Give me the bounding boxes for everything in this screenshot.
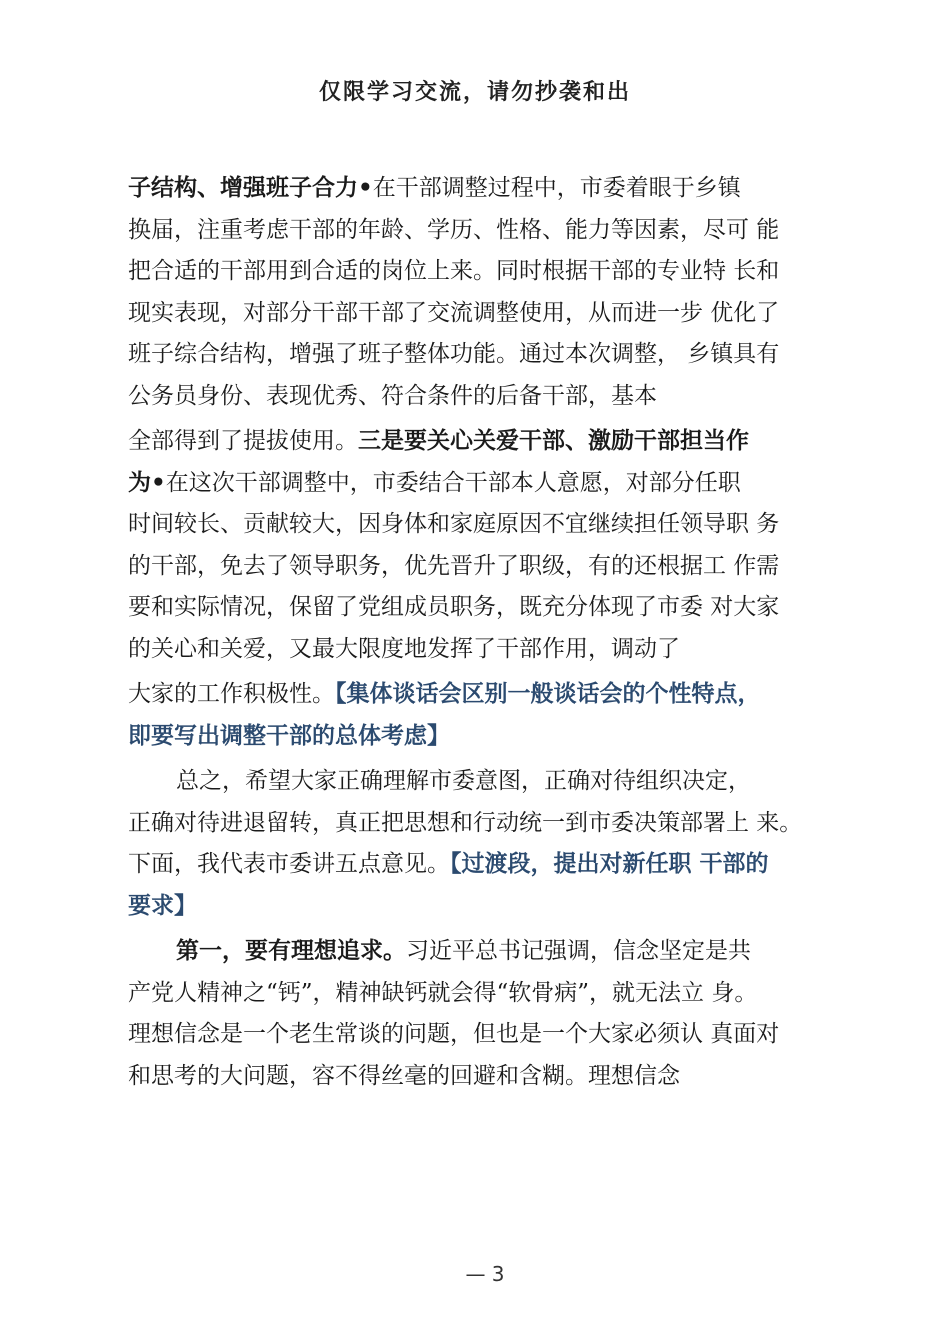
text-line: 现实表现，对部分干部干部了交流调整使用，从而进一步 优化了	[128, 299, 780, 326]
page-footer	[0, 1260, 950, 1286]
text-line	[128, 421, 848, 463]
text-line	[128, 844, 848, 886]
page-number: — 3	[465, 1262, 505, 1286]
text-line	[128, 168, 848, 210]
text-line	[128, 931, 848, 973]
text-line: 换届，注重考虑干部的年龄、学历、性格、能力等因素，尽可 能	[128, 216, 780, 243]
body-text: 下面，我代表市委讲五点意见。	[128, 851, 450, 877]
text-line: 班子综合结构，增强了班子整体功能。通过本次调整， 乡镇具有	[128, 341, 780, 367]
editor-note: 即要写出调整干部的总体考虑】	[128, 722, 450, 749]
text-line: 时间较长、贡献较大，因身体和家庭原因不宜继续担任领导职 务	[128, 511, 780, 537]
text-line	[128, 674, 848, 716]
text-line: 和思考的大问题，容不得丝毫的回避和含糊。理想信念	[128, 1062, 680, 1089]
text-line: 要和实际情况，保留了党组成员职务，既充分体现了市委 对大家	[128, 594, 780, 620]
editor-note: 【集体谈话会区别一般谈话会的个性特点，	[335, 681, 761, 707]
text-line	[128, 716, 848, 758]
editor-note: 要求】	[128, 892, 197, 919]
document-body	[128, 168, 848, 1097]
section-heading: 第一，要有理想追求。	[176, 938, 406, 964]
text-line: 正确对待进退留转，真正把思想和行动统一到市委决策部署上 来。	[128, 809, 803, 836]
body-text: 大家的工作积极性。	[128, 681, 335, 707]
text-line: 的干部，免去了领导职务，优先晋升了职级，有的还根据工 作需	[128, 552, 780, 579]
body-text: 全部得到了提拔使用。	[128, 428, 358, 454]
editor-note: 【过渡段，提出对新任职 干部的	[450, 851, 769, 877]
header-text: 仅限学习交流，请勿抄袭和出	[318, 80, 631, 105]
text-line	[128, 886, 848, 928]
body-text: 在这次干部调整中，市委结合干部本人意愿，对部分任职	[165, 469, 741, 496]
text-line: 产党人精神之“钙”，精神缺钙就会得“软骨病”，就无法立 身。	[128, 979, 758, 1006]
body-text: 习近平总书记强调，信念坚定是共	[406, 938, 751, 964]
text-line: 的关心和关爱，又最大限度地发挥了干部作用，调动了	[128, 635, 680, 662]
bold-heading: 为•	[128, 469, 166, 496]
watermark-header	[0, 76, 950, 105]
text-line: 公务员身份、表现优秀、符合条件的后备干部，基本	[128, 382, 657, 409]
bold-lead: 子结构、增强班子合力•	[128, 175, 373, 201]
text-line: 总之，希望大家正确理解市委意图，正确对待组织决定，	[176, 768, 751, 794]
text-line	[128, 463, 848, 505]
bold-heading: 三是要关心关爱干部、激励干部担当作	[358, 428, 749, 454]
body-text: 在干部调整过程中，市委着眼于乡镇	[372, 175, 741, 201]
text-line: 把合适的干部用到合适的岗位上来。同时根据干部的专业特 长和	[128, 258, 780, 284]
text-line: 理想信念是一个老生常谈的问题，但也是一个大家必须认 真面对	[128, 1021, 780, 1047]
